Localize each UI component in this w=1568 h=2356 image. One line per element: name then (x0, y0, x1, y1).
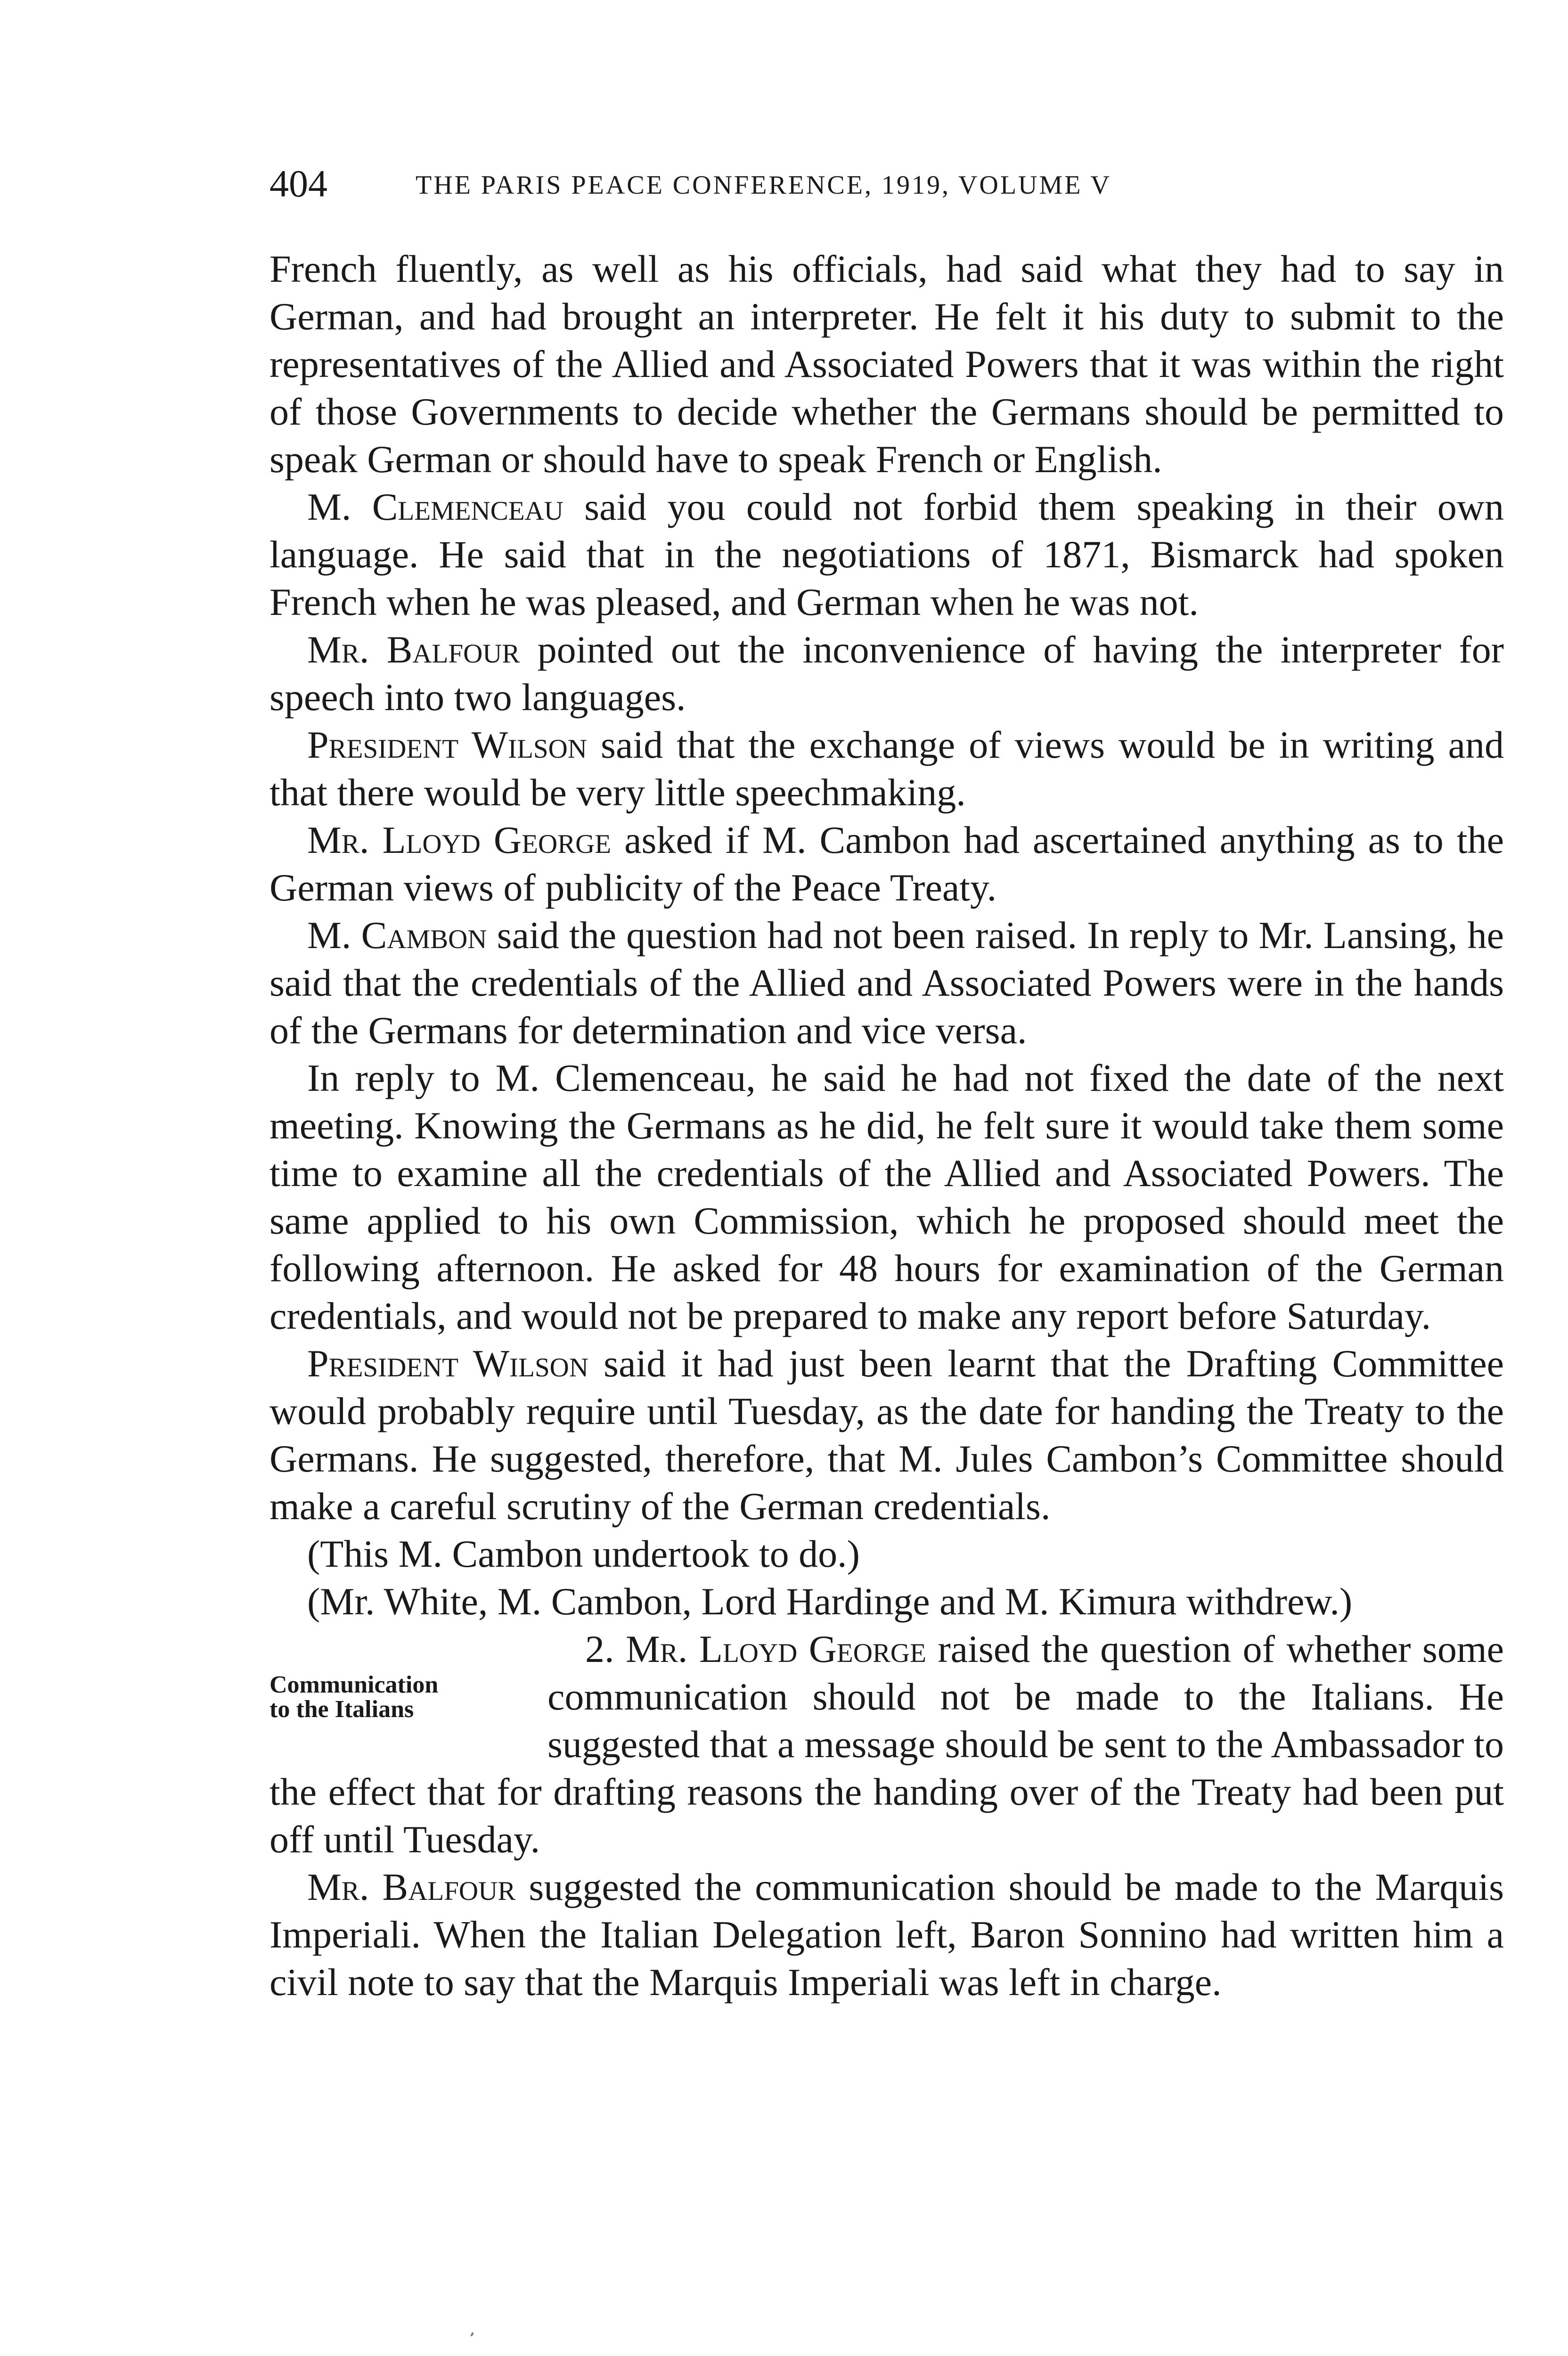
speaker-name: Mr. Balfour (307, 1865, 516, 1908)
paragraph-2 (270, 483, 1504, 626)
paragraph-4 (270, 721, 1504, 816)
speaker-name: Mr. Balfour (307, 628, 520, 671)
paragraph-text: pointed out the inconvenience of having the interpreter for speech into two languages. (270, 628, 1504, 719)
running-title: THE PARIS PEACE CONFERENCE, 1919, VOLUME V (416, 171, 1111, 200)
paragraph-10: (Mr. White, M. Cambon, Lord Hardinge and M. Kimura withdrew.) (307, 1580, 1353, 1623)
paragraph-text: said you could not forbid them speaking in their own language. He said that in the negotiations of 1871, Bismarck had spoken French when he was pleased, and German when he was not. (270, 485, 1504, 623)
page-header (270, 160, 1353, 207)
paragraph-12 (270, 1863, 1504, 2006)
paragraph-text: said the question had not been raised. In reply to Mr. Lansing, he said that the credentials of the Allied and Associated Powers were in the hands of the Germans for determination and vice versa. (270, 914, 1504, 1052)
paragraph-text: suggested the communication should be made to the Marquis Imperiali. When the Italian Delegation left, Baron Sonnino had written him a civil note to say that the Marquis Imperiali was left in charge. (270, 1865, 1504, 2004)
paragraph-5 (270, 816, 1504, 911)
margin-note-line: Communication (270, 1671, 439, 1698)
paragraph-9: (This M. Cambon undertook to do.) (307, 1532, 860, 1575)
paragraph-8 (270, 1340, 1504, 1530)
speaker-name: President Wilson (307, 723, 587, 766)
speaker-name: M. Clemenceau (307, 485, 564, 528)
speaker-name: Mr. Lloyd George (625, 1628, 926, 1670)
body-text (270, 245, 1504, 2006)
paragraph-3 (270, 626, 1504, 721)
page-number: 404 (270, 162, 327, 205)
scan-speck (470, 2332, 474, 2337)
paragraph-7: In reply to M. Clemenceau, he said he had not fixed the date of the next meeting. Knowing the Germans as he did, he felt sure it would take them some time to examine all the credentials of the Allied and Associated Powers. The same applied to his own Commission, which he proposed should meet the following afternoon. He asked for 48 hours for examination of the German credentials, and would not be prepared to make any report before Saturday. (270, 1056, 1504, 1337)
margin-note-line: to the Italians (270, 1696, 414, 1723)
paragraph-text: said that the exchange of views would be in writing and that there would be very little speechmaking. (270, 723, 1504, 814)
speaker-name: M. Cambon (307, 914, 487, 957)
margin-note (270, 1673, 533, 1722)
paragraph-11 (270, 1625, 1504, 1863)
speaker-name: President Wilson (307, 1342, 588, 1385)
paragraph-text: asked if M. Cambon had ascertained anything as to the German views of publicity of the Peace Treaty. (270, 818, 1504, 909)
item-number: 2. (585, 1628, 626, 1670)
paragraph-6 (270, 911, 1504, 1054)
paragraph-1: French fluently, as well as his officials, had said what they had to say in German, and had brought an interpreter. He felt it his duty to submit to the representatives of the Allied and Associated Powers that it was within the right of those Governments to decide whether the Germans should be permitted to speak German or should have to speak French or English. (270, 247, 1504, 481)
paragraph-text: raised the question of whether some communication should not be made to the Italians. He suggested that a message should be sent to the Ambassador to the effect that for drafting reasons the handing over of the Treaty had been put off until Tuesday. (270, 1628, 1504, 1861)
paragraph-text: said it had just been learnt that the Drafting Committee would probably require until Tuesday, as the date for handing the Treaty to the Germans. He suggested, therefore, that M. Jules Cambon’s Committee should make a careful scrutiny of the German credentials. (270, 1342, 1504, 1528)
speaker-name: Mr. Lloyd George (307, 818, 612, 861)
